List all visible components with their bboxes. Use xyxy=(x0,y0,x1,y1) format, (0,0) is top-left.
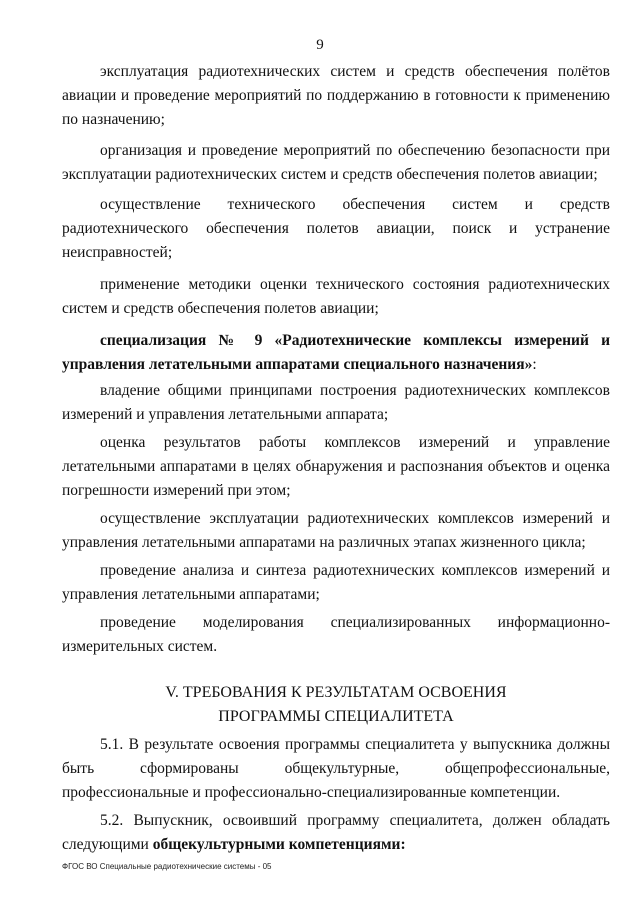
paragraph: проведение моделирования специализированных информационно-измерительных систем. xyxy=(62,614,610,655)
paragraph-5-2-bold: общекультурными компетенциями: xyxy=(152,836,406,853)
paragraph: осуществление эксплуатации радиотехнических комплексов измерений и управления летательными аппаратами на различных этапах жизненного цикла; xyxy=(62,510,610,551)
paragraph: оценка результатов работы комплексов измерений и управление летательными аппаратами в целях обнаружения и распознания объектов и оценка погрешности измерений при этом; xyxy=(62,434,610,499)
paragraph: применение методики оценки технического состояния радиотехнических систем и средств обеспечения полетов авиации; xyxy=(62,276,610,317)
section-heading-line2: ПРОГРАММЫ СПЕЦИАЛИТЕТА xyxy=(218,708,454,725)
specialization-heading xyxy=(62,329,610,377)
paragraph: осуществление технического обеспечения систем и средств радиотехнического обеспечения полетов авиации, поиск и устранение неисправностей; xyxy=(62,196,610,261)
paragraph-5-2 xyxy=(62,809,610,857)
paragraph: организация и проведение мероприятий по обеспечению безопасности при эксплуатации радиотехнических систем и средств обеспечения полетов авиации; xyxy=(62,142,610,183)
specialization-colon: : xyxy=(532,356,537,373)
footer: ФГОС ВО Специальные радиотехнические системы - 05 xyxy=(62,862,272,871)
paragraph: проведение анализа и синтеза радиотехнических комплексов измерений и управления летательными аппаратами; xyxy=(62,562,610,603)
specialization-title: специализация № 9 «Радиотехнические комплексы измерений и управления летательными аппаратами специального назначения» xyxy=(62,332,610,373)
section-heading-line1: V. ТРЕБОВАНИЯ К РЕЗУЛЬТАТАМ ОСВОЕНИЯ xyxy=(165,684,507,701)
paragraph: владение общими принципами построения радиотехнических комплексов измерений и управления летательными аппарата; xyxy=(62,382,610,423)
paragraph-5-2-text: 5.2. Выпускник, освоивший программу специалитета, должен обладать следующими xyxy=(62,812,610,853)
page-number: 9 xyxy=(316,37,324,53)
paragraph-5-1: 5.1. В результате освоения программы специалитета у выпускника должны быть сформированы общекультурные, общепрофессиональные, профессиональные и профессионально-специализированные компетенции. xyxy=(62,736,610,801)
document-body xyxy=(62,60,610,857)
section-heading xyxy=(62,681,610,729)
paragraph: эксплуатация радиотехнических систем и средств обеспечения полётов авиации и проведение мероприятий по поддержанию в готовности к применению по назначению; xyxy=(62,63,610,128)
